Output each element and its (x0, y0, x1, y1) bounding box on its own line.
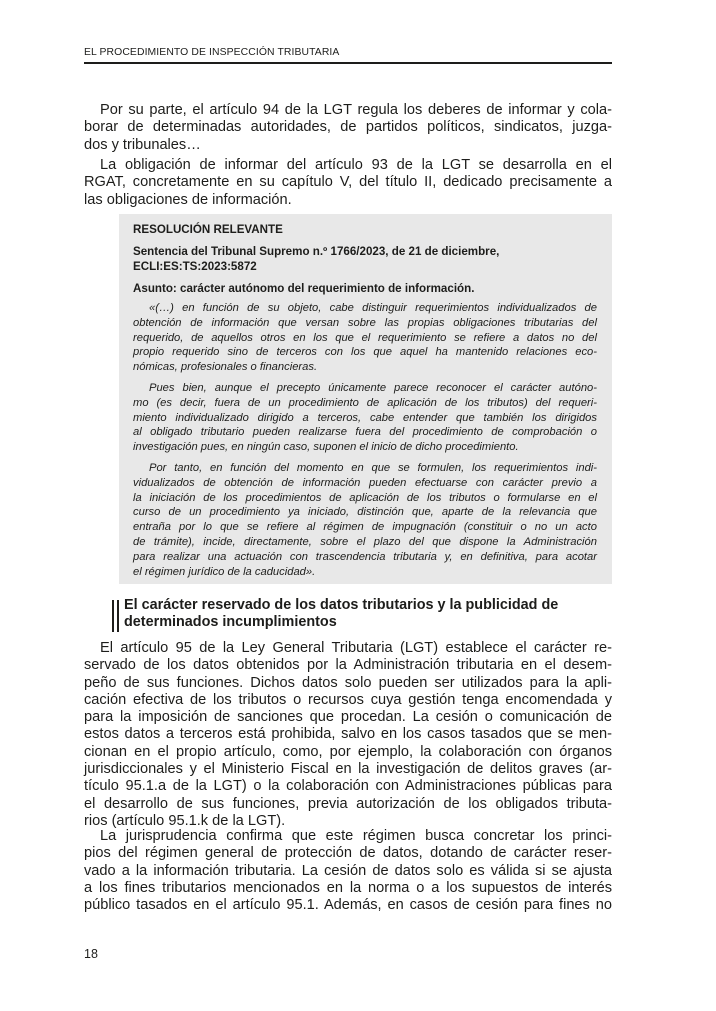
quote-paragraph-2 (133, 381, 597, 455)
text-line: Por su parte, el artículo 94 de la LGT regula los deberes de informar y cola- (100, 102, 612, 118)
text-line: estos datos a terceros está prohibida, salvo en los casos tasados que se men- (84, 726, 612, 743)
quote-line: el régimen jurídico de la caducidad». (133, 565, 316, 578)
resolution-citation (133, 244, 597, 275)
text-line: tículo 95.1.a de la LGT) o la colaboración con Administraciones públicas para (84, 778, 612, 795)
text-line: La obligación de informar del artículo 93 de la LGT se desarrolla en el (100, 157, 612, 173)
quote-line: propio requerido sino de terceros con los que aquel ha mantenido relaciones eco- (133, 346, 597, 359)
quote-line: requerido, de aquellos otros en los que el requerimiento se refiere a datos no del (133, 331, 597, 344)
text-line: las obligaciones de información. (84, 191, 292, 208)
citation-line: ECLI:ES:TS:2023:5872 (133, 260, 257, 273)
quote-line: «(…) en función de su objeto, cabe distinguir requerimientos individualizados de (149, 302, 597, 314)
text-line: pios del régimen general de protección de datos, dotando de carácter reser- (84, 845, 612, 862)
resolution-box-content (133, 222, 597, 579)
quote-line: mo (es decir, fuera de un procedimiento de aplicación de los tributos) del requeri- (133, 396, 597, 409)
intro-paragraph-2 (84, 157, 612, 209)
quote-line: entraña por lo que se refiere al régimen de impugnación (constituir o no un acto (133, 521, 597, 534)
quote-line: nómicas, profesionales o financieras. (133, 361, 318, 374)
quote-paragraph-3 (133, 461, 597, 579)
quote-line: para realizar una actuación con trascendencia tributaria y, en definitiva, para acotar (133, 550, 597, 563)
quote-line: Pues bien, aunque el precepto únicamente parece reconocer el carácter autóno- (149, 381, 597, 394)
text-line: El artículo 95 de la Ley General Tributaria (LGT) establece el carácter re- (100, 640, 612, 656)
section-heading-line: determinados incumplimientos (124, 614, 337, 630)
text-line: el desarrollo de sus funciones, previa autorización de los obligados tributa- (84, 795, 612, 812)
text-line: cación efectiva de los tributos o recursos cuya gestión tenga encomendada y (84, 691, 612, 708)
quote-line: investigación pues, en ningún caso, suponen el inicio de dicho procedimiento. (133, 441, 519, 454)
quote-line: curso de un procedimiento ya iniciado, distinción que, aparte de la relevancia que (133, 506, 597, 519)
text-line: cionan en el propio artículo, como, por ejemplo, la colaboración con órganos (84, 743, 612, 760)
running-header (84, 47, 612, 64)
quote-line: al obligado tributario pueden realizarse fuera del procedimiento de comprobación o (133, 426, 597, 439)
text-line: dos y tribunales… (84, 136, 201, 153)
resolution-subject: Asunto: carácter autónomo del requerimiento de información. (133, 281, 475, 295)
quote-line: la iniciación de los procedimientos de aplicación de los tributos o formularse en el (133, 491, 597, 504)
text-line: jurisdiccionales y el Ministerio Fiscal en la investigación de delitos graves (ar- (84, 761, 612, 778)
page-number: 18 (84, 947, 98, 961)
quote-line: de trámite), incide, directamente, sobre el plazo del que dispone la Administración (133, 535, 597, 548)
text-line: RGAT, concretamente en su capítulo V, del título II, dedicado precisamente a (84, 174, 612, 191)
text-line: a los fines tributarios mencionados en la norma o a los supuestos de interés (84, 879, 612, 896)
quote-paragraph-1 (133, 301, 597, 375)
quote-line: miento individualizado dirigido a terceros, cabe entender que también los dirigidos (133, 411, 597, 424)
text-line: borar de determinadas autoridades, de partidos políticos, sindicatos, juzga- (84, 119, 612, 136)
quote-line: Por tanto, en función del momento en que se formulen, los requerimientos indi- (149, 461, 597, 474)
section-heading-line: El carácter reservado de los datos tributarios y la publicidad de (124, 597, 559, 613)
intro-paragraph-1 (84, 102, 612, 154)
text-line: peño de sus funciones. Dichos datos solo pueden ser utilizados para la apli- (84, 674, 612, 691)
text-line: público tasados en el artículo 95.1. Además, en casos de cesión para fines no (84, 897, 612, 914)
citation-line: Sentencia del Tribunal Supremo n.º 1766/2023, de 21 de diciembre, (133, 244, 500, 258)
body-paragraph-1 (84, 640, 612, 830)
text-line: servado de los datos obtenidos por la Administración tributaria en el desem- (84, 657, 612, 674)
text-line: vado a la información tributaria. La cesión de datos solo es válida si se ajusta (84, 862, 612, 879)
section-heading (112, 597, 624, 631)
text-line: rios (artículo 95.1.k de la LGT). (84, 812, 286, 829)
quote-line: vidualizados de obtención de información pueden efectuarse con carácter previo a (133, 476, 597, 489)
resolution-box (119, 214, 612, 584)
running-header-title: EL PROCEDIMIENTO DE INSPECCIÓN TRIBUTARIA (84, 47, 340, 58)
resolution-label: RESOLUCIÓN RELEVANTE (133, 223, 283, 236)
body-paragraph-2 (84, 828, 612, 914)
quote-line: obtención de información que versan sobre las propias obligaciones tributarias del (133, 316, 597, 329)
text-line: La jurisprudencia confirma que este régimen busca concretar los princi- (100, 828, 612, 844)
text-line: para la imposición de sanciones que procedan. La cesión o comunicación de (84, 709, 612, 726)
